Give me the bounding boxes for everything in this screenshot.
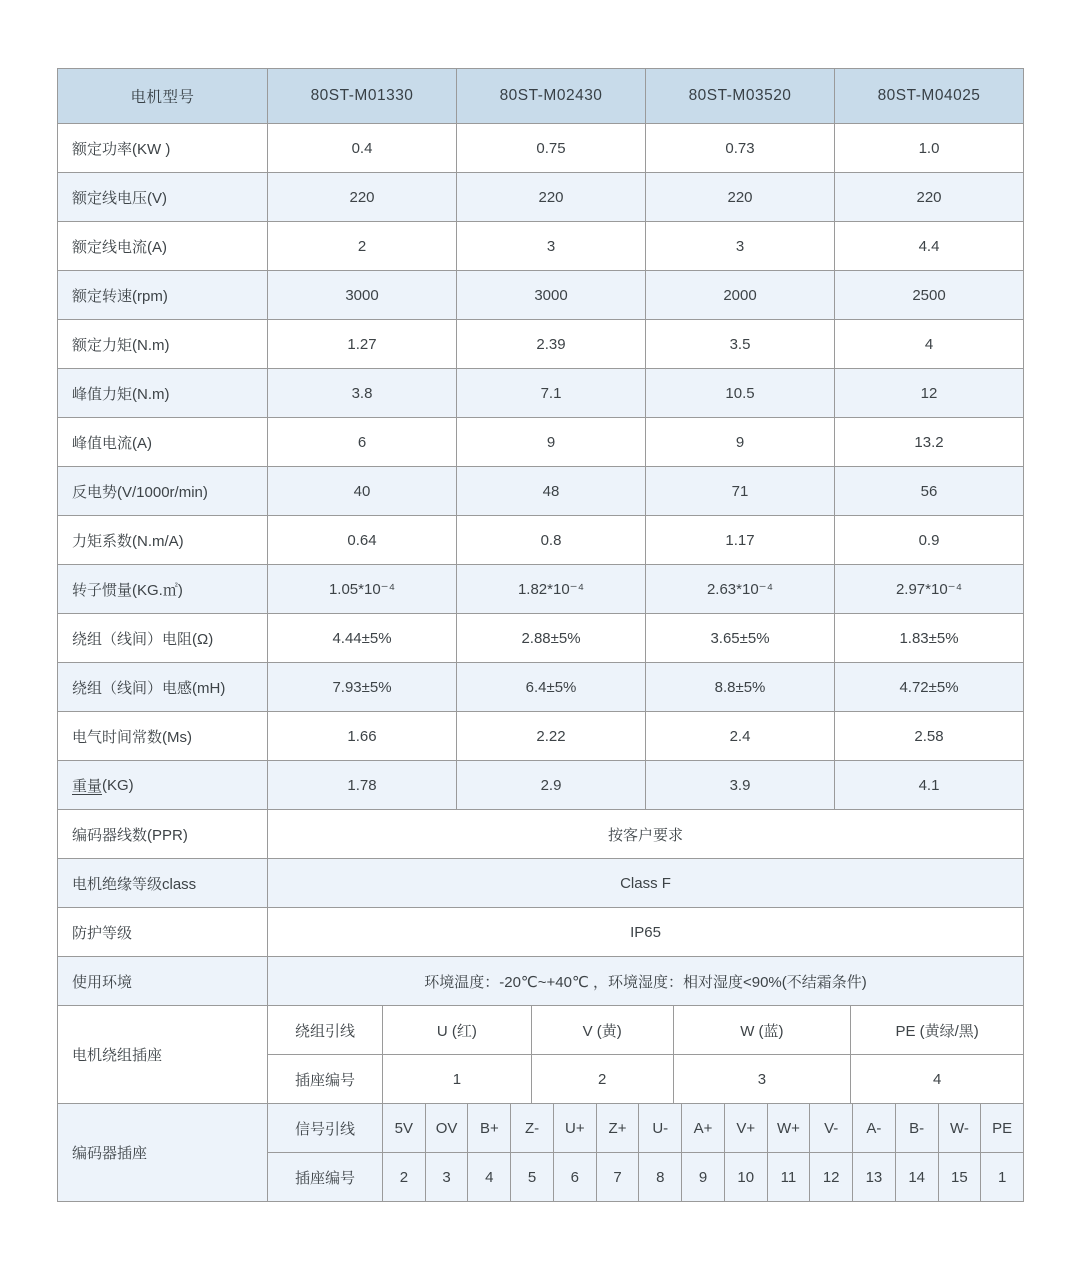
spec-value-cell: 48 (457, 467, 646, 516)
spec-row (58, 222, 1024, 271)
encoder-cell: W+ (768, 1104, 811, 1153)
spec-row (58, 320, 1024, 369)
winding-cell: 1 (383, 1055, 532, 1104)
winding-cell: 4 (851, 1055, 1024, 1104)
spec-row-label: 额定转速(rpm) (58, 271, 268, 320)
spec-value-cell: 1.17 (646, 516, 835, 565)
spec-value-cell: 8.8±5% (646, 663, 835, 712)
spec-value-cell: 0.9 (835, 516, 1024, 565)
spec-row (58, 418, 1024, 467)
spec-value-cell: 3000 (457, 271, 646, 320)
winding-section-label: 电机绕组插座 (58, 1006, 268, 1104)
spec-value-cell: 2.4 (646, 712, 835, 761)
spec-value-cell: 4.44±5% (268, 614, 457, 663)
spec-row-label: 峰值力矩(N.m) (58, 369, 268, 418)
merged-value-cell: 环境温度：-20℃~+40℃ ，环境湿度：相对湿度<90%(不结霜条件) (268, 957, 1024, 1006)
encoder-cell: U- (639, 1104, 682, 1153)
spec-row (58, 173, 1024, 222)
encoder-cell: V+ (725, 1104, 768, 1153)
winding-cell: W (蓝) (674, 1006, 852, 1055)
spec-row-label: 绕组（线间）电阻(Ω) (58, 614, 268, 663)
spec-row-label (58, 761, 268, 810)
spec-value-cell: 1.27 (268, 320, 457, 369)
spec-row-label-rest: (KG) (102, 776, 134, 794)
spec-value-cell: 220 (457, 173, 646, 222)
encoder-section (58, 1104, 1024, 1202)
spec-row-label-underlined: 重量 (72, 777, 103, 795)
merged-value-cell: 按客户要求 (268, 810, 1024, 859)
encoder-section-label: 编码器插座 (58, 1104, 268, 1202)
spec-value-cell: 12 (835, 369, 1024, 418)
spec-row-label: 反电势(V/1000r/min) (58, 467, 268, 516)
encoder-cell: OV (426, 1104, 469, 1153)
encoder-cell: PE (981, 1104, 1024, 1153)
spec-value-cell: 2500 (835, 271, 1024, 320)
motor-spec-table (57, 68, 1024, 1202)
spec-value-cell: 2000 (646, 271, 835, 320)
merged-value-cell: Class F (268, 859, 1024, 908)
merged-row-label: 使用环境 (58, 957, 268, 1006)
spec-value-cell: 4 (835, 320, 1024, 369)
header-model-label: 电机型号 (58, 69, 268, 124)
encoder-cell: 4 (468, 1153, 511, 1202)
spec-value-cell: 4.4 (835, 222, 1024, 271)
spec-row (58, 761, 1024, 810)
encoder-cell: 8 (639, 1153, 682, 1202)
header-model-cell: 80ST-M02430 (457, 69, 646, 124)
encoder-cell: 5V (383, 1104, 426, 1153)
spec-value-cell: 2 (268, 222, 457, 271)
spec-value-cell: 6 (268, 418, 457, 467)
spec-row-label: 转子惯量(KG.㎡) (58, 565, 268, 614)
spec-row (58, 663, 1024, 712)
merged-row-label: 防护等级 (58, 908, 268, 957)
spec-row (58, 614, 1024, 663)
encoder-cell: 11 (768, 1153, 811, 1202)
encoder-cell: 3 (426, 1153, 469, 1202)
winding-cell: 3 (674, 1055, 852, 1104)
spec-value-cell: 220 (835, 173, 1024, 222)
spec-row-label: 额定线电压(V) (58, 173, 268, 222)
spec-value-cell: 0.75 (457, 124, 646, 173)
winding-cell: 2 (532, 1055, 674, 1104)
spec-row-label: 绕组（线间）电感(mH) (58, 663, 268, 712)
spec-value-cell: 1.0 (835, 124, 1024, 173)
spec-value-cell: 1.82*10⁻⁴ (457, 565, 646, 614)
spec-value-cell: 10.5 (646, 369, 835, 418)
encoder-cell: B+ (468, 1104, 511, 1153)
spec-value-cell: 13.2 (835, 418, 1024, 467)
spec-value-cell: 2.63*10⁻⁴ (646, 565, 835, 614)
encoder-cell: V- (810, 1104, 853, 1153)
spec-row-label: 额定力矩(N.m) (58, 320, 268, 369)
spec-value-cell: 0.73 (646, 124, 835, 173)
spec-value-cell: 3.5 (646, 320, 835, 369)
winding-section (58, 1006, 1024, 1104)
spec-value-cell: 2.39 (457, 320, 646, 369)
encoder-sub-label: 信号引线 (268, 1104, 383, 1153)
winding-cell: PE (黄绿/黑) (851, 1006, 1024, 1055)
encoder-cell: 15 (939, 1153, 982, 1202)
encoder-cell: 5 (511, 1153, 554, 1202)
spec-value-cell: 3.8 (268, 369, 457, 418)
encoder-cell: Z- (511, 1104, 554, 1153)
encoder-cell: 14 (896, 1153, 939, 1202)
spec-row (58, 565, 1024, 614)
merged-row (58, 908, 1024, 957)
spec-value-cell: 9 (646, 418, 835, 467)
header-model-cell: 80ST-M03520 (646, 69, 835, 124)
table-header-row (58, 69, 1024, 124)
spec-row (58, 516, 1024, 565)
winding-sub-label: 绕组引线 (268, 1006, 383, 1055)
spec-value-cell: 4.1 (835, 761, 1024, 810)
encoder-cell: W- (939, 1104, 982, 1153)
spec-value-cell: 3.9 (646, 761, 835, 810)
encoder-sub-label: 插座编号 (268, 1153, 383, 1202)
spec-row (58, 712, 1024, 761)
header-model-cell: 80ST-M04025 (835, 69, 1024, 124)
spec-value-cell: 6.4±5% (457, 663, 646, 712)
spec-value-cell: 1.78 (268, 761, 457, 810)
encoder-cell: 9 (682, 1153, 725, 1202)
spec-value-cell: 0.8 (457, 516, 646, 565)
spec-value-cell: 0.4 (268, 124, 457, 173)
spec-row-label: 电气时间常数(Ms) (58, 712, 268, 761)
spec-value-cell: 3 (457, 222, 646, 271)
spec-value-cell: 3000 (268, 271, 457, 320)
spec-row-label: 额定功率(KW ) (58, 124, 268, 173)
spec-value-cell: 2.88±5% (457, 614, 646, 663)
encoder-cell: 10 (725, 1153, 768, 1202)
spec-value-cell: 2.97*10⁻⁴ (835, 565, 1024, 614)
spec-row (58, 467, 1024, 516)
spec-value-cell: 2.22 (457, 712, 646, 761)
encoder-cell: A- (853, 1104, 896, 1153)
spec-value-cell: 2.58 (835, 712, 1024, 761)
encoder-cell: 12 (810, 1153, 853, 1202)
spec-row (58, 124, 1024, 173)
winding-cell: U (红) (383, 1006, 532, 1055)
spec-value-cell: 3.65±5% (646, 614, 835, 663)
spec-value-cell: 3 (646, 222, 835, 271)
winding-sub-label: 插座编号 (268, 1055, 383, 1104)
spec-row (58, 369, 1024, 418)
spec-value-cell: 7.93±5% (268, 663, 457, 712)
spec-row-label: 力矩系数(N.m/A) (58, 516, 268, 565)
encoder-cell: 13 (853, 1153, 896, 1202)
merged-row-label: 编码器线数(PPR) (58, 810, 268, 859)
spec-row (58, 271, 1024, 320)
spec-value-cell: 220 (268, 173, 457, 222)
spec-value-cell: 220 (646, 173, 835, 222)
spec-value-cell: 0.64 (268, 516, 457, 565)
merged-row (58, 810, 1024, 859)
spec-value-cell: 71 (646, 467, 835, 516)
encoder-cell: B- (896, 1104, 939, 1153)
encoder-cell: U+ (554, 1104, 597, 1153)
spec-value-cell: 4.72±5% (835, 663, 1024, 712)
header-model-cell: 80ST-M01330 (268, 69, 457, 124)
spec-value-cell: 9 (457, 418, 646, 467)
spec-row-label: 峰值电流(A) (58, 418, 268, 467)
spec-value-cell: 1.66 (268, 712, 457, 761)
spec-value-cell: 56 (835, 467, 1024, 516)
winding-cell: V (黄) (532, 1006, 674, 1055)
merged-value-cell: IP65 (268, 908, 1024, 957)
spec-value-cell: 2.9 (457, 761, 646, 810)
spec-value-cell: 7.1 (457, 369, 646, 418)
spec-value-cell: 40 (268, 467, 457, 516)
spec-row-label: 额定线电流(A) (58, 222, 268, 271)
encoder-cell: 6 (554, 1153, 597, 1202)
encoder-cell: A+ (682, 1104, 725, 1153)
spec-value-cell: 1.05*10⁻⁴ (268, 565, 457, 614)
encoder-cell: Z+ (597, 1104, 640, 1153)
spec-value-cell: 1.83±5% (835, 614, 1024, 663)
encoder-cell: 2 (383, 1153, 426, 1202)
encoder-cell: 7 (597, 1153, 640, 1202)
merged-row (58, 957, 1024, 1006)
encoder-cell: 1 (981, 1153, 1024, 1202)
merged-row (58, 859, 1024, 908)
merged-row-label: 电机绝缘等级class (58, 859, 268, 908)
